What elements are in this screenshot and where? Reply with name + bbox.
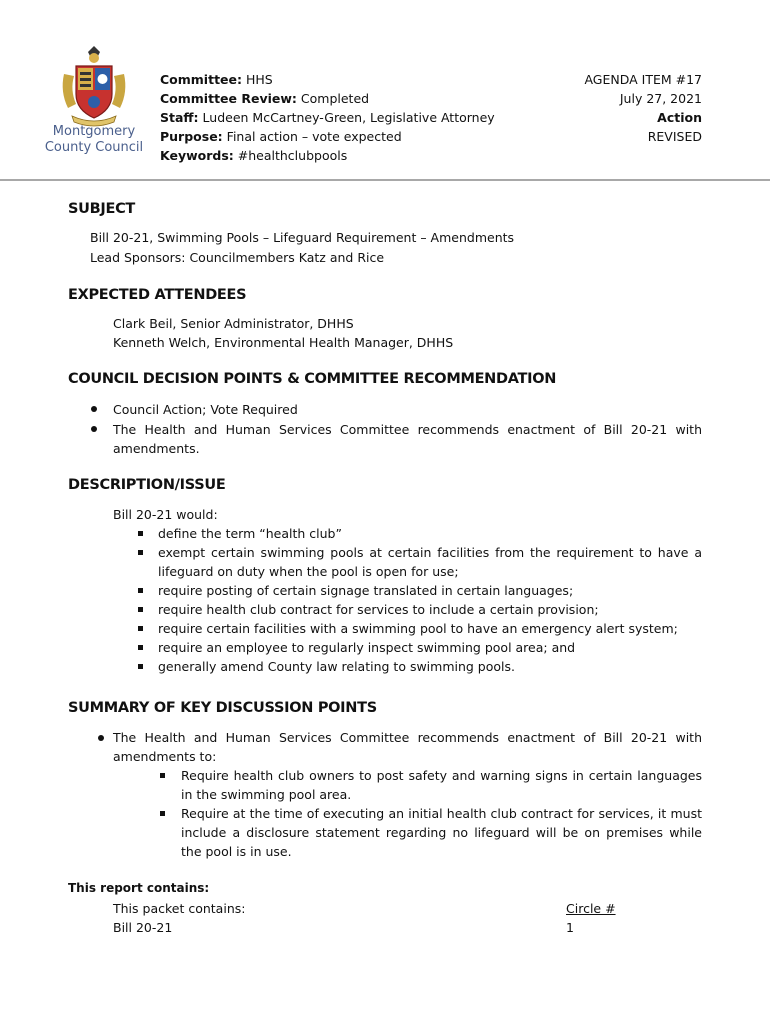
staff-row — [160, 108, 495, 127]
county-line-2: County Council — [44, 140, 144, 155]
packet-contents-header: This packet contains: — [113, 901, 246, 916]
agenda-block — [584, 70, 702, 146]
purpose-row — [160, 127, 495, 146]
county-line-1: Montgomery — [52, 124, 136, 139]
decision-item: The Health and Human Services Committee recommends enactment of Bill 20-21 with amendments. — [113, 422, 702, 456]
description-item: require an employee to regularly inspect swimming pool area; and — [158, 640, 576, 655]
description-item: require certain facilities with a swimming pool to have an emergency alert system; — [158, 621, 678, 636]
summary-item: Require at the time of executing an initial health club contract for services, it must include a disclosure statement regarding no lifeguard will be on premises while the pool is in use. — [181, 806, 702, 859]
agenda-action: Action — [657, 110, 702, 125]
keywords-value: #healthclubpools — [237, 148, 348, 163]
purpose-label: Purpose: — [160, 129, 223, 144]
description-item: require posting of certain signage translated in certain languages; — [158, 583, 574, 598]
committee-row — [160, 70, 495, 89]
committee-label: Committee: — [160, 72, 243, 87]
subject-line-1: Bill 20-21, Swimming Pools – Lifeguard Requirement – Amendments — [90, 230, 515, 245]
bullet-square — [138, 531, 143, 536]
bullet-square — [138, 626, 143, 631]
bullet-square — [138, 645, 143, 650]
bullet-dot — [98, 735, 104, 741]
description-item: exempt certain swimming pools at certain facilities from the requirement to have a lifeguard on duty when the pool is open for use; — [158, 545, 702, 579]
bullet-square — [138, 664, 143, 669]
header-divider — [0, 179, 770, 181]
packet-item: Bill 20-21 — [113, 920, 173, 935]
description-item: define the term “health club” — [158, 526, 342, 541]
purpose-value: Final action – vote expected — [226, 129, 402, 144]
county-seal-logo — [58, 44, 130, 128]
bullet-square — [160, 811, 165, 816]
staff-value: Ludeen McCartney-Green, Legislative Attorney — [202, 110, 495, 125]
bullet-square — [138, 588, 143, 593]
description-item: require health club contract for services to include a certain provision; — [158, 602, 599, 617]
description-heading: DESCRIPTION/ISSUE — [68, 477, 226, 493]
packet-item-circle: 1 — [566, 920, 574, 935]
committee-meta — [160, 70, 495, 165]
summary-item: Require health club owners to post safety and warning signs in certain languages in the swimming pool area. — [181, 768, 702, 802]
decision-item: Council Action; Vote Required — [113, 402, 298, 417]
subject-line-2: Lead Sponsors: Councilmembers Katz and Rice — [90, 250, 385, 265]
summary-lead: The Health and Human Services Committee recommends enactment of Bill 20-21 with amendments to: — [113, 730, 702, 764]
circle-number-header: Circle # — [566, 901, 616, 916]
attendees-heading: EXPECTED ATTENDEES — [68, 287, 247, 303]
description-item: generally amend County law relating to swimming pools. — [158, 659, 516, 674]
summary-heading: SUMMARY OF KEY DISCUSSION POINTS — [68, 700, 377, 716]
keywords-row — [160, 146, 495, 165]
attendee-item: Kenneth Welch, Environmental Health Manager, DHHS — [113, 335, 454, 350]
committee-value: HHS — [246, 72, 273, 87]
bullet-dot — [91, 426, 97, 432]
review-value: Completed — [300, 91, 370, 106]
bullet-square — [138, 550, 143, 555]
bullet-square — [160, 773, 165, 778]
agenda-item-number: AGENDA ITEM #17 — [584, 72, 702, 87]
keywords-label: Keywords: — [160, 148, 234, 163]
report-heading: This report contains: — [68, 881, 210, 895]
decision-heading: COUNCIL DECISION POINTS & COMMITTEE RECOMMENDATION — [68, 371, 557, 387]
description-intro: Bill 20-21 would: — [113, 507, 218, 522]
agenda-revised: REVISED — [647, 129, 702, 144]
agenda-date: July 27, 2021 — [619, 91, 702, 106]
bullet-square — [138, 607, 143, 612]
bullet-dot — [91, 406, 97, 412]
review-row — [160, 89, 495, 108]
staff-label: Staff: — [160, 110, 199, 125]
review-label: Committee Review: — [160, 91, 297, 106]
attendee-item: Clark Beil, Senior Administrator, DHHS — [113, 316, 354, 331]
subject-heading: SUBJECT — [68, 201, 136, 217]
county-name — [44, 124, 144, 156]
